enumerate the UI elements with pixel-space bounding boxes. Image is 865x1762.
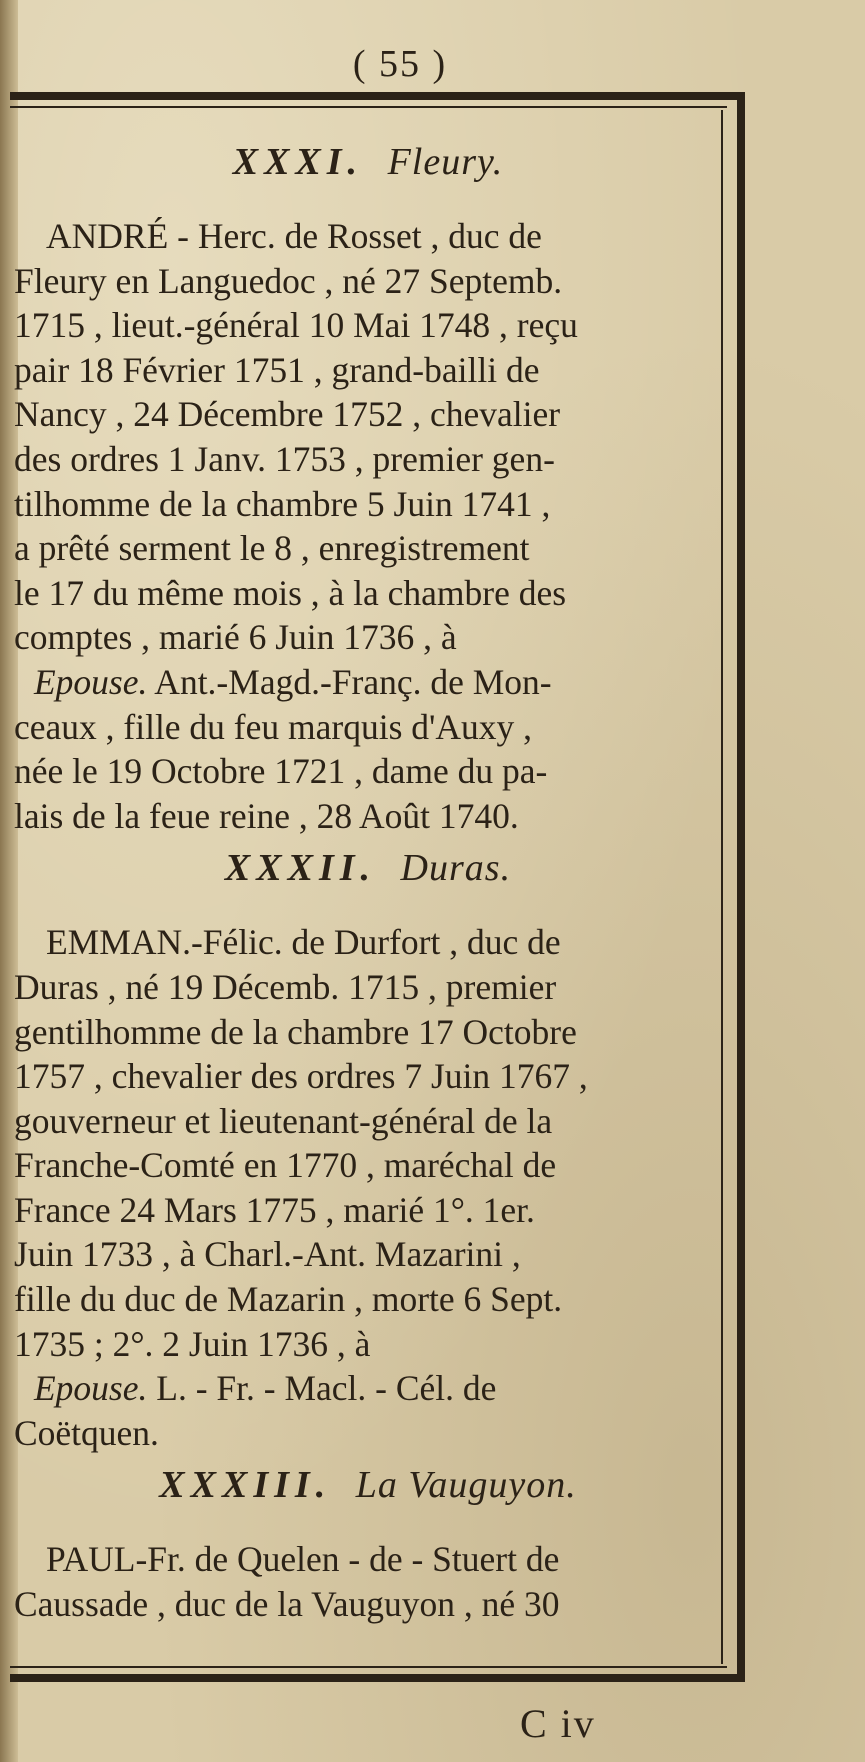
text-line: fille du duc de Mazarin , morte 6 Sept. xyxy=(14,1279,563,1320)
section-numeral: XXXIII. xyxy=(159,1464,332,1507)
section-heading-xxxii xyxy=(14,838,722,898)
text-line: Coëtquen. xyxy=(14,1412,159,1453)
text-line: née le 19 Octobre 1721 , dame du pa- xyxy=(14,751,548,792)
text-line: 1735 ; 2°. 2 Juin 1736 , à xyxy=(14,1323,371,1364)
text-line: 1757 , chevalier des ordres 7 Juin 1767 , xyxy=(14,1056,588,1097)
page-number: ( 55 ) xyxy=(352,43,448,85)
section-numeral: XXXI. xyxy=(232,141,364,183)
epouse-label: Epouse. xyxy=(34,661,148,702)
text-line: ceaux , fille du feu marquis d'Auxy , xyxy=(14,706,533,747)
epouse-label: Epouse. xyxy=(34,1368,148,1409)
text-line-epouse: Epouse. Ant.-Magd.-Franç. de Mon- xyxy=(34,661,552,702)
section-paragraph-xxxiii xyxy=(14,1537,722,1626)
signature-mark: C iv xyxy=(520,1701,596,1746)
text-line: 1715 , lieut.-général 10 Mai 1748 , reçu xyxy=(14,305,578,346)
section-name: La Vauguyon. xyxy=(355,1464,577,1507)
text-line: PAUL-Fr. de Quelen - de - Stuert de xyxy=(46,1539,560,1580)
text-line: des ordres 1 Janv. 1753 , premier gen- xyxy=(14,438,555,479)
text-line: gouverneur et lieutenant-général de la xyxy=(14,1100,553,1141)
text-line: EMMAN.-Félic. de Durfort , duc de xyxy=(46,922,561,963)
text-line: Franche-Comté en 1770 , maréchal de xyxy=(14,1145,557,1186)
page-body xyxy=(14,108,722,1627)
text-line: a prêté serment le 8 , enregistrement xyxy=(14,528,530,569)
section-paragraph-xxxi xyxy=(14,214,722,838)
text-line: comptes , marié 6 Juin 1736 , à xyxy=(14,617,457,658)
text-line: pair 18 Février 1751 , grand-bailli de xyxy=(14,349,540,390)
text-line: lais de la feue reine , 28 Août 1740. xyxy=(14,795,519,836)
section-heading-xxxiii xyxy=(14,1455,722,1515)
text-line: France 24 Mars 1775 , marié 1°. 1er. xyxy=(14,1189,535,1230)
section-numeral: XXXII. xyxy=(224,847,377,890)
section-name: Fleury. xyxy=(387,141,504,183)
text-line: Caussade , duc de la Vauguyon , né 30 xyxy=(14,1584,560,1625)
text-line: le 17 du même mois , à la chambre des xyxy=(14,572,567,613)
section-paragraph-xxxii xyxy=(14,920,722,1455)
text-line: Duras , né 19 Décemb. 1715 , premier xyxy=(14,966,557,1007)
text-line: ANDRÉ - Herc. de Rosset , duc de xyxy=(46,216,542,256)
text-line: tilhomme de la chambre 5 Juin 1741 , xyxy=(14,483,551,524)
text-line: Fleury en Languedoc , né 27 Septemb. xyxy=(14,260,563,301)
text-line-epouse: Epouse. L. - Fr. - Macl. - Cél. de xyxy=(34,1368,497,1409)
text-line: Juin 1733 , à Charl.-Ant. Mazarini , xyxy=(14,1234,521,1275)
text-line: Nancy , 24 Décembre 1752 , chevalier xyxy=(14,394,561,435)
text-line: gentilhomme de la chambre 17 Octobre xyxy=(14,1011,577,1052)
section-name: Duras. xyxy=(400,847,512,890)
section-heading-xxxi xyxy=(14,132,722,192)
